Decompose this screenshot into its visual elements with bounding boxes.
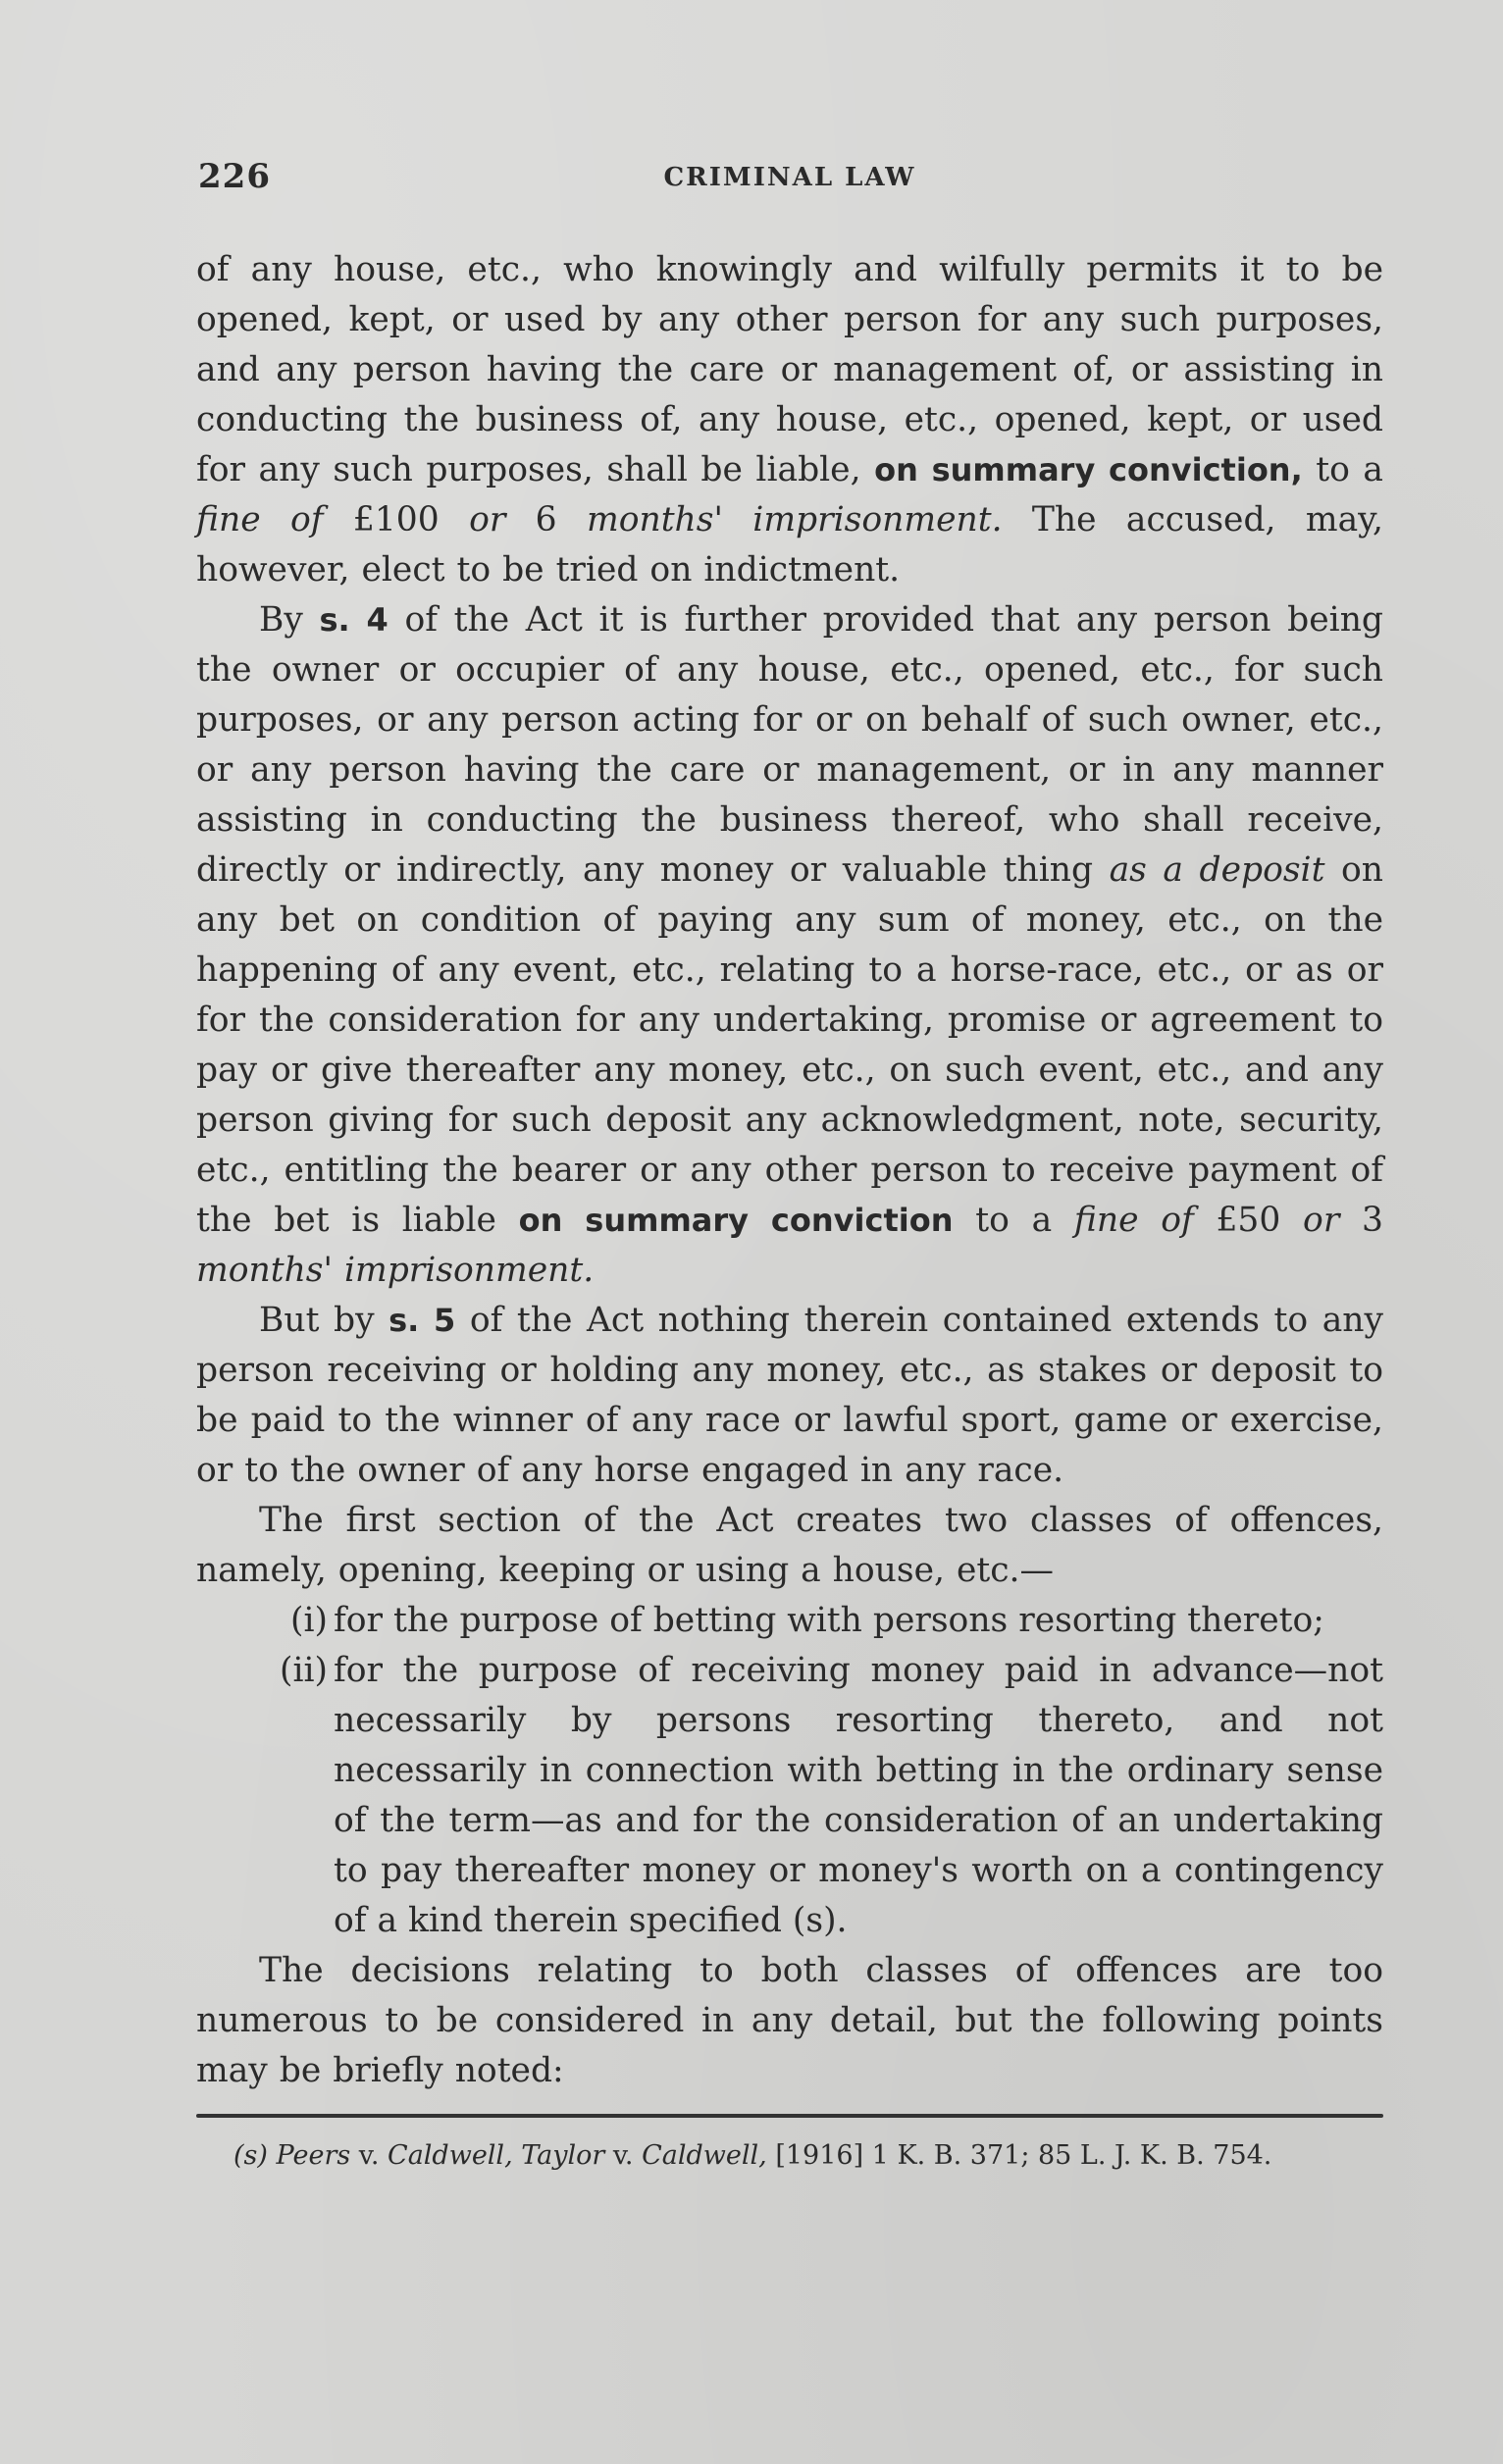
paragraph (196, 595, 1383, 1296)
footnote-body (277, 2140, 1272, 2171)
italic-text: fine of (196, 500, 324, 539)
italic-text: Peers (276, 2140, 351, 2171)
bold-text: s. 5 (389, 1302, 456, 1339)
text-run: v. (350, 2140, 389, 2171)
list-number: (ii) (280, 1651, 328, 1690)
text-run: The first section of the Act creates two classes of offences, namely, opening, keeping or using a house, etc.— (196, 1501, 1383, 1590)
text-run: The accused, may, however, elect to be tried on indictment. (196, 500, 1384, 590)
bold-text: on summary conviction, (874, 451, 1303, 488)
italic-text: fine of (1073, 1201, 1194, 1240)
page-number: 226 (198, 157, 271, 196)
offence-list-item (196, 1646, 1383, 1946)
text-run: By (259, 600, 320, 640)
text-run: to a (953, 1201, 1074, 1240)
paragraph (196, 245, 1383, 595)
text-run: But by (259, 1301, 389, 1340)
text-run: v. (604, 2140, 643, 2171)
closing-paragraph: The decisions relating to both classes of offences are too numerous to be considered in any detail, but the following points may be briefly noted: (196, 1951, 1383, 2090)
offence-list-item (196, 1596, 1383, 1646)
italic-text: Caldwell, Taylor (388, 2140, 605, 2171)
italic-text: as a deposit (1109, 850, 1325, 890)
paragraph (196, 1296, 1383, 1496)
bold-text: s. 4 (319, 601, 389, 639)
body-text (196, 245, 1383, 2096)
list-text: for the purpose of betting with persons resorting thereto; (334, 1601, 1324, 1640)
italic-text: months' imprisonment. (586, 500, 1003, 539)
text-run: to a (1302, 450, 1384, 489)
footnote (196, 2139, 1383, 2172)
italic-text: Caldwell, (642, 2140, 767, 2171)
text-run: of the Act it is further provided that any person being the owner or occupier of any house, etc., opened, etc., for such purposes, or any person acting for or on behalf of such owner, etc., or any person having the care or management, or in any manner assisting in conducting the business thereof, who shall receive, directly or indirectly, any money or valuable thing (196, 600, 1383, 890)
book-page (196, 157, 1383, 2172)
text-run: of any house, etc., who knowingly and wilfully permits it to be opened, kept, or used by any other person for any such purposes, and any person having the care or management of, or assisting in conducting the business of, any house, etc., opened, kept, or used for any such purposes, shall be liable, (196, 250, 1383, 489)
paragraph (196, 1496, 1383, 1596)
italic-text: or (1303, 1201, 1340, 1240)
bold-text: on summary conviction (518, 1202, 954, 1239)
footnote-divider (196, 2114, 1383, 2118)
list-number: (i) (290, 1601, 328, 1640)
running-title: CRIMINAL LAW (663, 163, 916, 192)
list-text: for the purpose of receiving money paid in advance—not necessarily by persons resorting thereto, and not necessarily in connection with betting in the ordinary sense of the term—as and for the consideration of an undertaking to pay thereafter money or money's worth on a contingency of a kind therein specified (s). (334, 1651, 1383, 1940)
running-head (196, 157, 1383, 202)
text-run: £50 (1193, 1201, 1304, 1240)
text-run: 3 (1339, 1201, 1383, 1240)
italic-text: months' imprisonment. (196, 1251, 595, 1290)
text-run: on any bet on condition of paying any sum of money, etc., on the happening of any event, etc., relating to a horse-race, etc., or as or for the consideration for any undertaking, promise or agreement to pay or give thereafter any money, etc., on such event, etc., and any person giving for such deposit any acknowledgment, note, security, etc., entitling the bearer or any other person to receive payment of the bet is liable (196, 850, 1383, 1240)
text-run: £100 (323, 500, 470, 539)
text-run: [1916] 1 K. B. 371; 85 L. J. K. B. 754. (766, 2140, 1272, 2171)
italic-text: or (469, 500, 506, 539)
text-run: 6 (505, 500, 587, 539)
text-run: of the Act nothing therein contained extends to any person receiving or holding any money, etc., as stakes or deposit to be paid to the winner of any race or lawful sport, game or exercise, or to the owner of any horse engaged in any race. (196, 1301, 1383, 1490)
footnote-marker: (s) (233, 2140, 268, 2171)
